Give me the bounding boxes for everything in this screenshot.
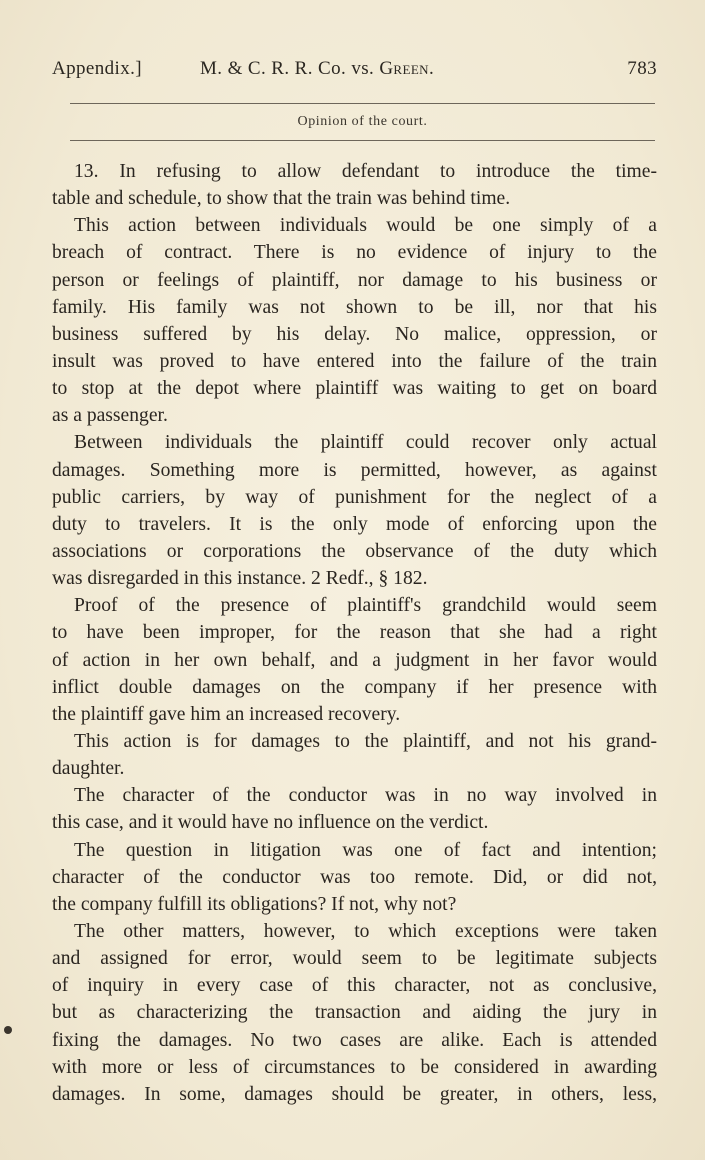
text-line: Proof of the presence of plaintiff's grandchild would seem <box>74 595 657 617</box>
case-title-prefix: M. & C. R. R. Co. vs. <box>200 58 380 79</box>
text-line: fixing the damages. No two cases are alike. Each is attended <box>52 1029 657 1051</box>
text-line: damages. In some, damages should be greater, in others, less, <box>52 1083 657 1105</box>
opinion-body-text <box>52 158 657 1108</box>
text-line: of action in her own behalf, and a judgment in her favor would <box>52 649 657 671</box>
text-line: duty to travelers. It is the only mode of enforcing upon the <box>52 513 657 535</box>
page-number: 783 <box>627 58 657 79</box>
text-line: family. His family was not shown to be ill, nor that his <box>52 296 657 318</box>
section-title: Opinion of the court. <box>297 114 428 129</box>
text-line: 13. In refusing to allow defendant to introduce the time- <box>74 161 657 182</box>
text-line: The other matters, however, to which exceptions were taken <box>74 920 657 942</box>
running-head-section: Appendix.] <box>52 58 143 79</box>
text-line: character of the conductor was too remote. Did, or did not, <box>52 866 657 888</box>
text-line: person or feelings of plaintiff, nor damage to his business or <box>52 269 657 291</box>
text-line: was disregarded in this instance. 2 Redf., § 182. <box>52 568 428 590</box>
margin-ink-dot <box>4 1026 12 1034</box>
text-line: public carriers, by way of punishment for the neglect of a <box>52 486 657 508</box>
text-line: Between individuals the plaintiff could recover only actual <box>74 432 657 454</box>
text-line: the plaintiff gave him an increased recovery. <box>52 703 401 725</box>
header-rule-top <box>70 103 655 104</box>
text-line: breach of contract. There is no evidence of injury to the <box>52 242 657 264</box>
text-line: inflict double damages on the company if her presence with <box>52 676 657 698</box>
text-line: This action between individuals would be one simply of a <box>74 215 657 237</box>
text-line: and assigned for error, would seem to be legitimate subjects <box>52 948 657 970</box>
text-line: daughter. <box>52 758 125 780</box>
text-line: this case, and it would have no influence on the verdict. <box>52 812 489 834</box>
text-line: the company fulfill its obligations? If not, why not? <box>52 893 457 915</box>
text-line: to stop at the depot where plaintiff was waiting to get on board <box>52 378 657 400</box>
text-line: The question in litigation was one of fact and intention; <box>74 839 657 861</box>
text-line: with more or less of circumstances to be considered in awarding <box>52 1056 657 1078</box>
text-line: table and schedule, to show that the train was behind time. <box>52 188 511 210</box>
text-line: but as characterizing the transaction and aiding the jury in <box>52 1002 657 1024</box>
text-line: The character of the conductor was in no way involved in <box>74 785 657 807</box>
text-line: damages. Something more is permitted, however, as against <box>52 459 657 481</box>
text-line: business suffered by his delay. No malice, oppression, or <box>52 323 657 345</box>
running-head <box>52 58 657 84</box>
text-line: This action is for damages to the plaintiff, and not his grand- <box>74 730 657 752</box>
text-line: as a passenger. <box>52 405 168 427</box>
text-line: of inquiry in every case of this character, not as conclusive, <box>52 975 657 997</box>
case-title-name: Green. <box>379 58 435 79</box>
text-line: insult was proved to have entered into the failure of the train <box>52 350 657 372</box>
text-line: to have been improper, for the reason that she had a right <box>52 622 657 644</box>
text-line: associations or corporations the observance of the duty which <box>52 540 657 562</box>
header-rule-bottom <box>70 140 655 141</box>
running-head-case-title <box>200 58 434 80</box>
